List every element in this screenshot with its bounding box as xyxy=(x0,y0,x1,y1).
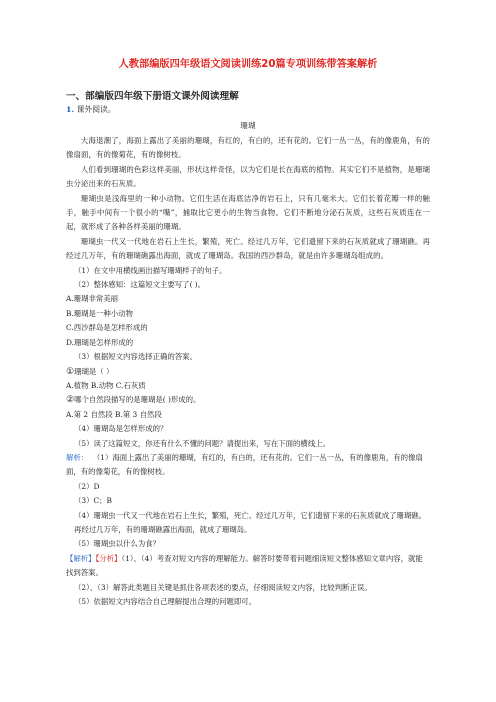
passage-paragraph: 大海退潮了，海面上露出了美丽的珊瑚，有红的，有白的，还有花的。它们一丛一丛，有的像鹿角，有的像扇面，有的像菊花，有的像树枝。 xyxy=(66,136,430,160)
passage-paragraph: 珊瑚虫一代又一代地在岩石上生长，繁殖，死亡。经过几万年，它们遗留下来的石灰质就成了珊瑚礁。再经过几万年，有的珊瑚礁露出海面，就成了珊瑚岛。我国的西沙群岛，就是由许多珊瑚岛组成的。 xyxy=(66,236,430,261)
subquestion-3-part-2-options: A.第 2 自然段 B.第 3 自然段 xyxy=(66,409,162,419)
subquestion-3-part-2: ②哪个自然段描写的是珊瑚是( )形成的。 xyxy=(66,395,201,406)
section-heading: 一、部编版四年级下册语文课外阅读理解 xyxy=(66,91,239,102)
subquestion-2: （2）整体感知：这篇短文主要写了( )。 xyxy=(74,280,206,290)
answer-1: 解析： （1）海面上露出了美丽的珊瑚，有红的，有白的，还有花的。它们一丛一丛，有的像鹿角，有的像扇面，有的像菊花，有的像树枝。 xyxy=(66,452,423,477)
passage-paragraph: 人们看到珊瑚的色彩这样美丽，形状这样奇怪，以为它们是长在海底的植物。其实它们不是植物，是珊瑚虫分泌出来的石灰质。 xyxy=(66,164,430,189)
subquestion-3-part-1-options: A.植物 B.动物 C.石灰质 xyxy=(66,380,146,390)
passage-title: 珊瑚 xyxy=(240,121,256,130)
answer-3: （3）C；B xyxy=(74,496,112,506)
circled-number-1: ① xyxy=(66,366,75,377)
answer-5: （5）珊瑚虫以什么为食？ xyxy=(74,539,161,549)
option-item: B.珊瑚是一种小动物 xyxy=(66,308,133,318)
analysis-part-3: （5）依据短文内容结合自己理解提出合理的问题即可。 xyxy=(74,597,257,606)
document-title: 人教部编版四年级语文阅读训练20篇专项训练带答案解析 xyxy=(118,59,378,70)
analysis-intro: 【解析】【分析】（1）、（4）考查对短文内容的理解能力。解答时要带着问题细读短文整体感知文章内容，就能找到答案。 xyxy=(66,553,423,578)
question-prompt: 课外阅读。 xyxy=(76,105,116,114)
circled-number-2: ② xyxy=(66,395,75,406)
answer-2: （2）D xyxy=(74,481,100,491)
analysis-label: 【分析】 xyxy=(95,553,122,563)
answer-label: 解析： xyxy=(66,452,89,462)
analysis-tag: 【解析】 xyxy=(66,553,96,563)
subquestion-3: （3）根据短文内容选择正确的答案。 xyxy=(74,352,197,362)
option-item: D.珊瑚是怎样形成的 xyxy=(66,337,134,347)
subquestion-4: （4）珊瑚岛是怎样形成的？ xyxy=(74,424,168,434)
question-header xyxy=(66,104,430,116)
answer-4: （4）珊瑚虫一代又一代地在岩石上生长，繁殖，死亡。经过几万年，它们遗留下来的石灰质就成了珊瑚礁。再经过几万年，有的珊瑚礁露出海面，就成了珊瑚岛。 xyxy=(74,510,427,534)
option-item: A.珊瑚非常美丽 xyxy=(66,294,119,304)
passage-paragraph: 珊瑚虫是浅海里的一种小动物。它们生活在海底洁净的岩石上，只有几毫米大。它们长着花瓣一样的触手，触手中间有一个很小的“嘴”，捕取比它更小的生物当食物。它们不断地分泌石灰质，这些石灰质连在一起，就形成了各种各样美丽的珊瑚。 xyxy=(66,193,430,232)
analysis-part-2: （2）、（3）解答此类题目关键是抓住各项表述的要点，仔细阅读短文内容，比较判断正误。 xyxy=(74,582,372,592)
question-number: 1. xyxy=(66,105,75,114)
option-item: C.西沙群岛是怎样形成的 xyxy=(66,323,148,333)
subquestion-1: （1）在文中用横线画出描写珊瑚样子的句子。 xyxy=(74,265,227,275)
subquestion-3-part-1: ①珊瑚是（ ） xyxy=(66,366,114,377)
subquestion-5: （5）读了这篇短文，你还有什么不懂的问题？请提出来，写在下面的横线上。 xyxy=(74,438,330,448)
